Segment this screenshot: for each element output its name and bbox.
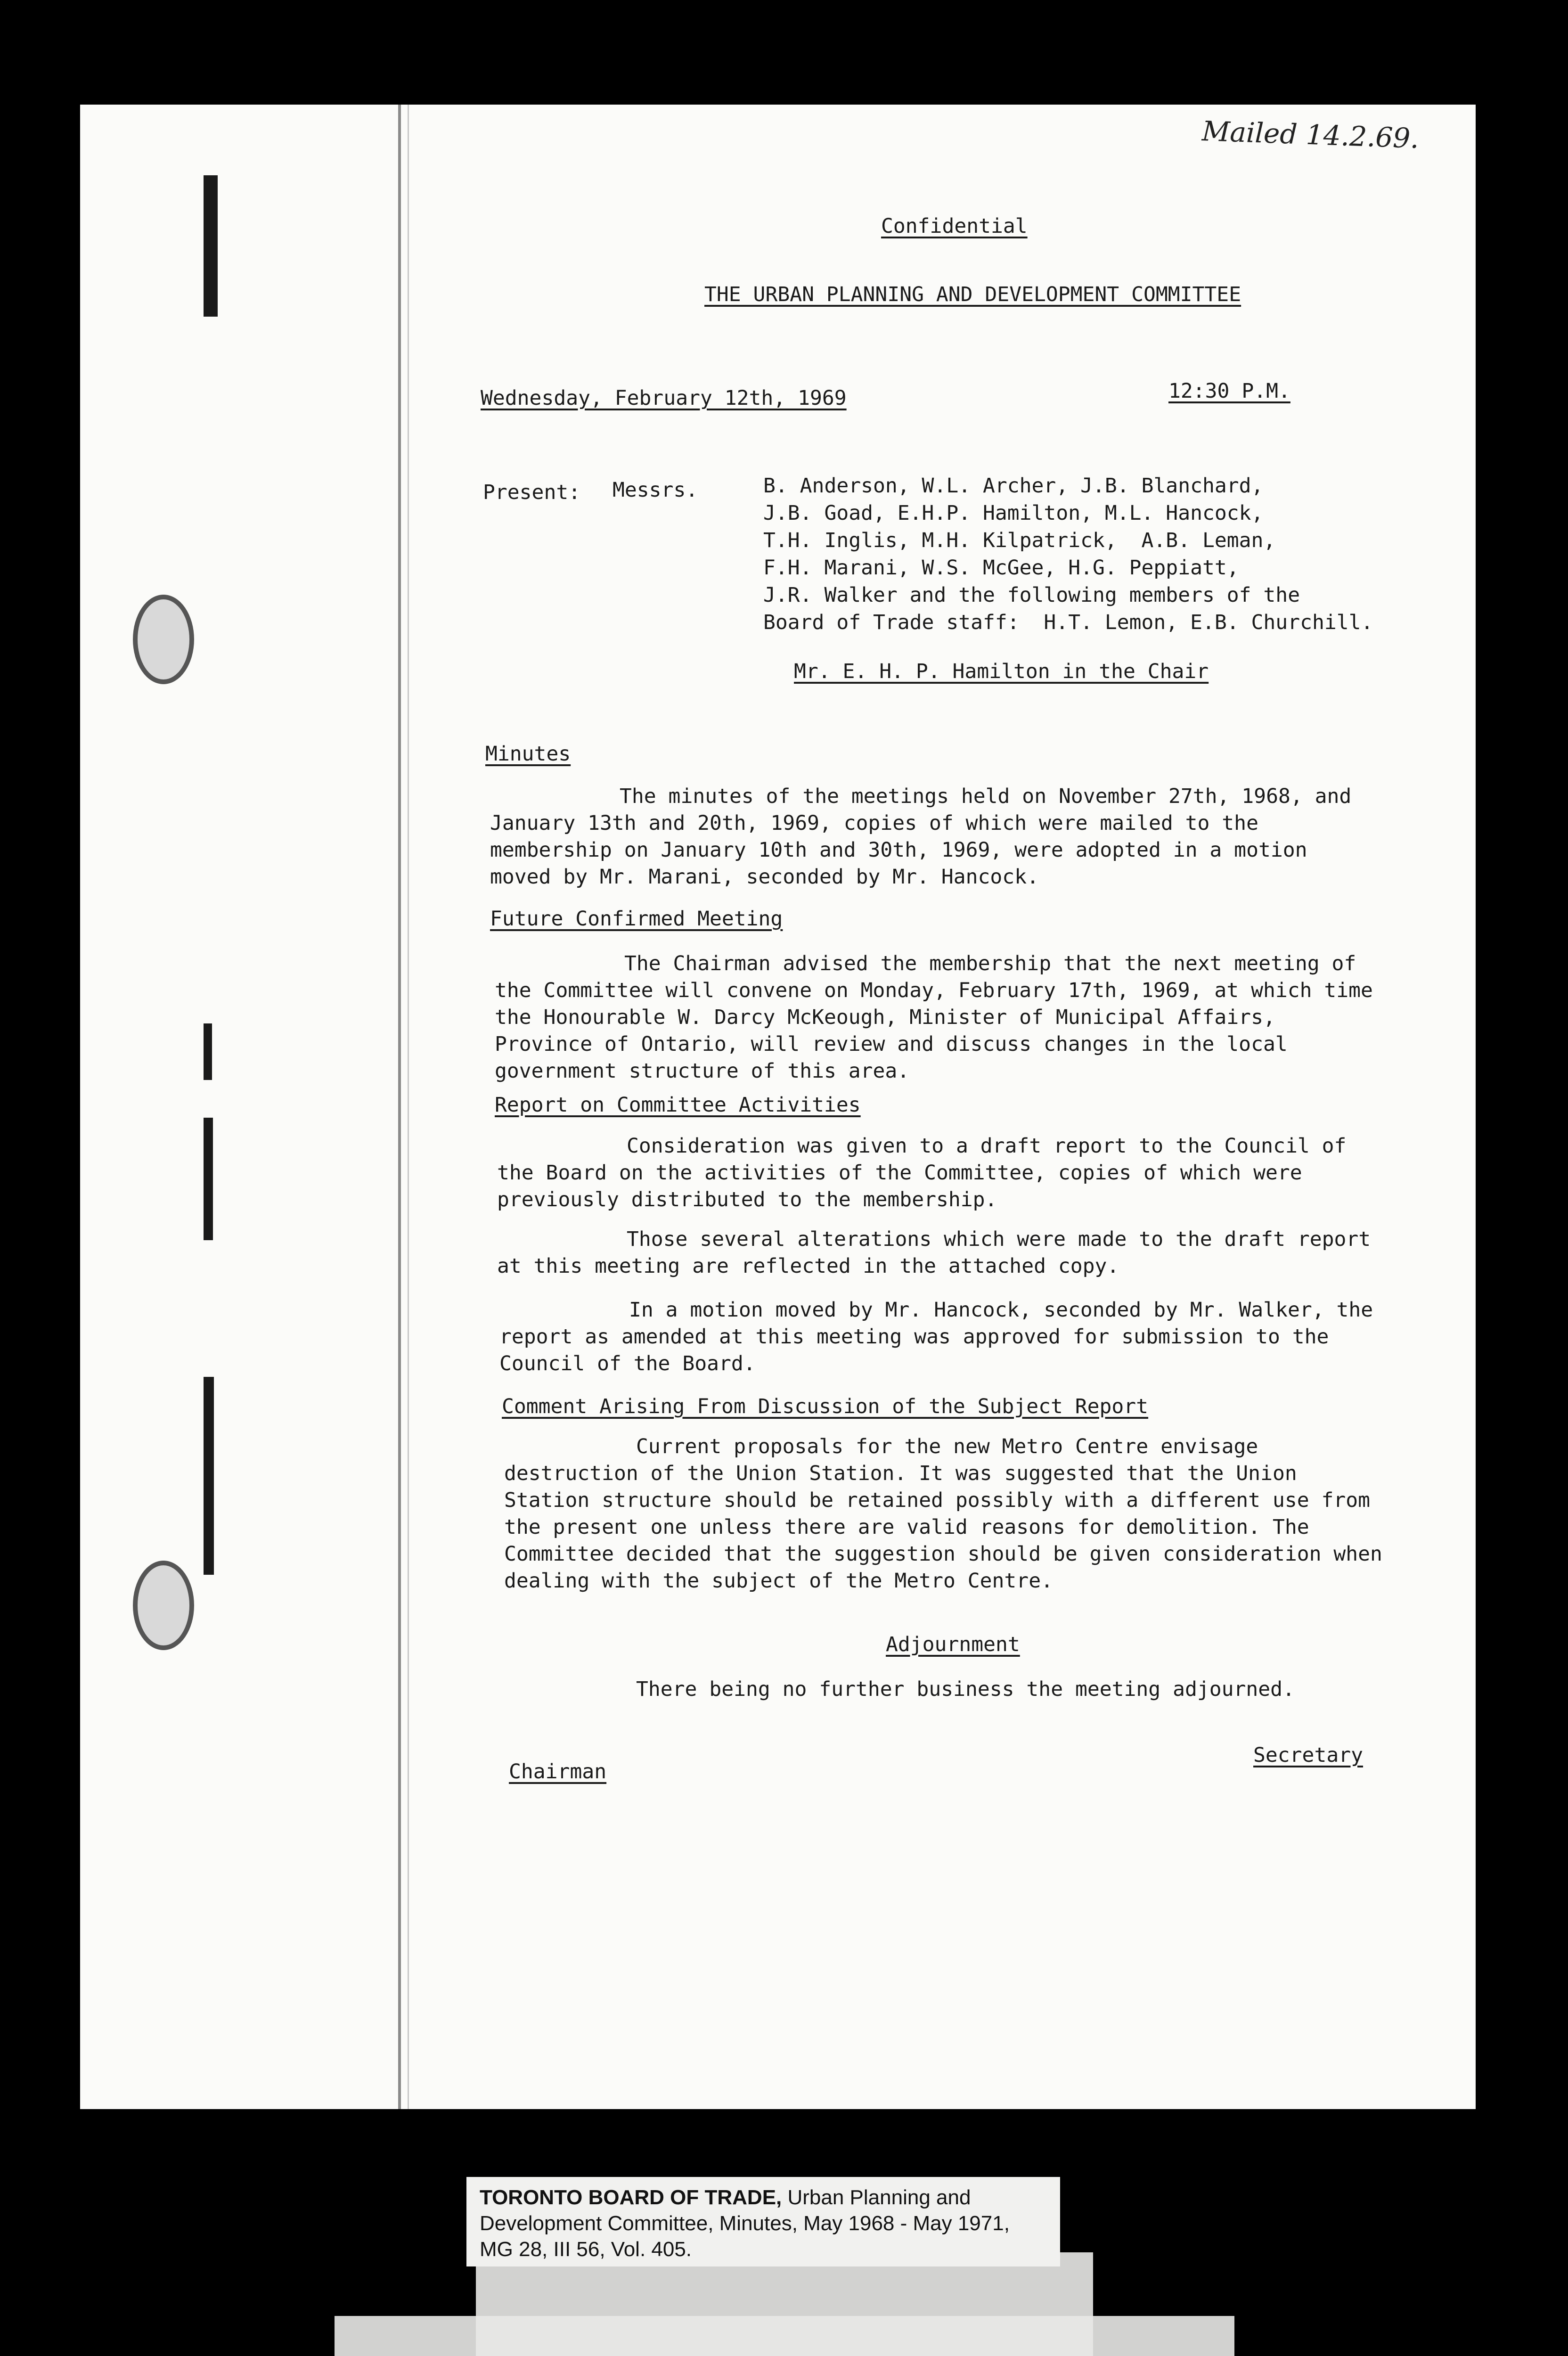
comment-paragraph: Current proposals for the new Metro Centre envisage destruction of the Union Station. It was suggested that the Union Station structure should be retained possibly with a different use from the present one unless there are valid reasons for demolition. The Committee decided that the suggestion should be given consideration when dealing with the subject of the Metro Centre. [504, 1435, 1382, 1593]
attendee-line: T.H. Inglis, M.H. Kilpatrick, A.B. Leman, [763, 529, 1276, 552]
report-paragraph-2: Those several alterations which were made to the draft report at this meeting are reflected in the attached copy. [497, 1227, 1371, 1278]
confidential-heading: Confidential [881, 214, 1028, 238]
minutes-heading: Minutes [485, 742, 571, 766]
binding-mark [204, 1023, 212, 1080]
attendee-line: J.R. Walker and the following members of the [763, 583, 1300, 607]
archive-line-2-ref: Development Committee, Minutes, May 1968 - May 1971, [480, 2212, 1010, 2235]
adjournment-text: There being no further business the meeting adjourned. [636, 1677, 1295, 1701]
binding-mark [204, 1118, 213, 1240]
margin-rule [398, 105, 401, 2109]
future-meeting-paragraph: The Chairman advised the membership that the next meeting of the Committee will convene on Monday, February 17th, 1969, at which time the Honourable W. Darcy McKeough, Minister of Municipal Affairs, Province of Ontario, will review and discuss changes in the local government structure of this area. [495, 952, 1373, 1083]
attendee-line: B. Anderson, W.L. Archer, J.B. Blanchard, [763, 474, 1264, 498]
binding-mark [204, 175, 218, 317]
present-label: Present: [483, 481, 581, 504]
archive-stamp-card [335, 2252, 1234, 2356]
meeting-date: Wednesday, February 12th, 1969 [481, 386, 847, 410]
chair-line: Mr. E. H. P. Hamilton in the Chair [794, 660, 1209, 683]
archive-line1-rest: Urban Planning and [782, 2186, 971, 2209]
attendee-line: J.B. Goad, E.H.P. Hamilton, M.L. Hancock, [763, 501, 1264, 525]
comment-heading: Comment Arising From Discussion of the Subject Report [502, 1395, 1149, 1418]
chairman-signature-label: Chairman [509, 1760, 607, 1783]
future-meeting-heading: Future Confirmed Meeting [490, 907, 783, 931]
mailed-annotation: Mailed 14.2.69. [1201, 115, 1420, 155]
report-paragraph-1: Consideration was given to a draft report to the Council of the Board on the activities of the Committee, copies of which were previously distributed to the membership. [497, 1134, 1347, 1211]
archive-line-3-ref: MG 28, III 56, Vol. 405. [480, 2238, 692, 2261]
report-paragraph-3: In a motion moved by Mr. Hancock, seconded by Mr. Walker, the report as amended at this meeting was approved for submission to the Council of the Board. [499, 1298, 1373, 1375]
binding-mark [204, 1377, 214, 1575]
committee-title: THE URBAN PLANNING AND DEVELOPMENT COMMITTEE [704, 283, 1241, 306]
attendees-list [763, 472, 1373, 636]
secretary-signature-label: Secretary [1253, 1743, 1363, 1767]
margin-rule-secondary [408, 105, 409, 2109]
present-title: Messrs. [612, 478, 698, 502]
adjournment-heading: Adjournment [886, 1633, 1020, 1656]
attendee-line: F.H. Marani, W.S. McGee, H.G. Peppiatt, [763, 556, 1239, 580]
archive-reference-label [466, 2177, 1060, 2266]
archive-stamp [476, 2316, 1093, 2356]
card-notch [335, 2252, 476, 2316]
attendee-line: Board of Trade staff: H.T. Lemon, E.B. Churchill. [763, 611, 1373, 634]
meeting-time: 12:30 P.M. [1168, 379, 1290, 403]
report-heading: Report on Committee Activities [495, 1093, 861, 1117]
document-page [80, 105, 1476, 2109]
punch-hole [133, 595, 194, 684]
archive-org: TORONTO BOARD OF TRADE, [480, 2186, 782, 2209]
punch-hole [133, 1561, 194, 1650]
card-notch [1093, 2252, 1234, 2316]
minutes-paragraph: The minutes of the meetings held on November 27th, 1968, and January 13th and 20th, 1969, copies of which were mailed to the membership on January 10th and 30th, 1969, were adopted in a motion moved by Mr. Marani, seconded by Mr. Hancock. [490, 785, 1352, 889]
